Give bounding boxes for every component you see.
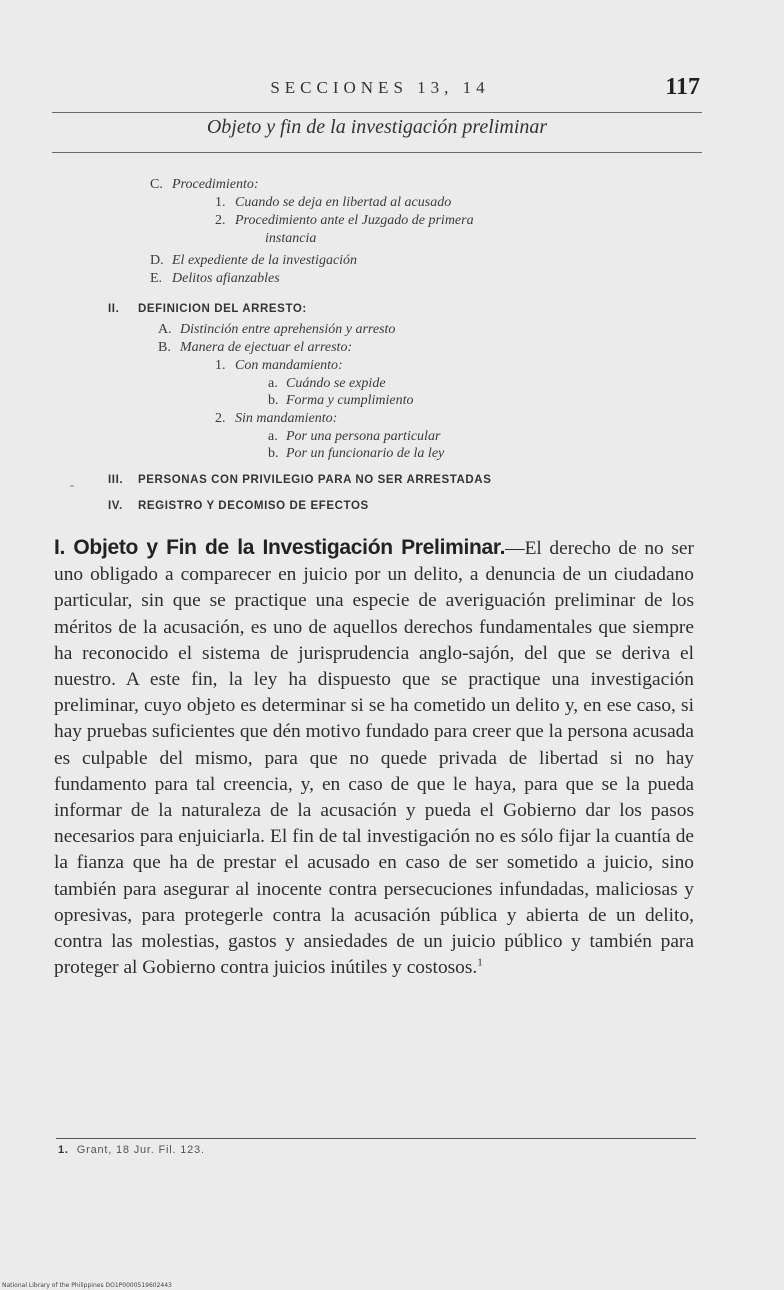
page-number: 117 [665, 74, 700, 100]
outline-item-b1a: a. Cuándo se expide [268, 376, 386, 391]
outline-item-b1: 1. Con mandamiento: [215, 358, 343, 373]
header-rule [52, 112, 702, 113]
outline-heading-iii: III. PERSONAS CON PRIVILEGIO PARA NO SER ARRESTADAS [108, 474, 492, 486]
margin-mark: - [70, 478, 74, 492]
section-title: I. Objeto y Fin de la Investigación Preliminar. [54, 536, 506, 559]
outline-item-c: C. Procedimiento: [150, 177, 259, 192]
outline-heading-iv: IV. REGISTRO Y DECOMISO DE EFECTOS [108, 500, 369, 512]
scan-watermark: National Library of the Philippines DO1P0000519602443 [2, 1282, 172, 1289]
title-dash: — [505, 538, 525, 559]
outline-item-b2: 2. Sin mandamiento: [215, 411, 338, 426]
page-subtitle: Objeto y fin de la investigación preliminar [206, 116, 548, 138]
outline-item-c1: 1. Cuando se deja en libertad al acusado [215, 195, 452, 210]
outline-item-b1b: b. Forma y cumplimiento [268, 393, 414, 408]
outline-item-b: B. Manera de ejectuar el arresto: [158, 340, 353, 355]
footnote-rule [56, 1138, 696, 1139]
footnote-number: 1. [58, 1144, 69, 1156]
outline-item-e: E. Delitos afianzables [150, 271, 280, 286]
outline-item-c2: 2. Procedimiento ante el Juzgado de primera [215, 213, 474, 228]
outline-item-b2b: b. Por un funcionario de la ley [268, 446, 445, 461]
outline-item-b2a: a. Por una persona particular [268, 429, 441, 444]
outline-item-c2-cont: instancia [265, 231, 317, 246]
outline-item-d: D. El expediente de la investigación [150, 253, 358, 268]
footnote [58, 1144, 205, 1156]
outline-item-a: A. Distinción entre aprehensión y arresto [158, 322, 396, 337]
paragraph-text: El derecho de no ser uno obligado a comparecer en juicio por un delito, a denuncia de un ciudadano particular, sin que se practique una especie de averiguación preliminar de los méritos de la acusación, es uno de aquellos derechos fundamentales que siempre ha reconocido el sistema de jurisprudencia anglo-sajón, del que se deriva el nuestro. A este fin, la ley ha dispuesto que se practique una investigación preliminar, cuyo objeto es determinar si se ha cometido un delito y, en ese caso, si hay pruebas suficientes que dén motivo fundado para creer que la persona acusada es culpable del mismo, para que no quede privada de libertad si no hay fundamento para tal creencia, y, en caso de que le haya, para que se la pueda informar de la naturaleza de la acusación y pueda el Gobierno dar los pasos necesarios para enjuiciarla. El fin de tal investigación no es sólo fijar la cuantía de la fianza que ha de prestar el acusado en caso de ser sometido a juicio, sino también para asegurar al inocente contra persecuciones infundadas, maliciosas y opresivas, para protegerle contra la acusación pública y abierta de un delito, contra las molestias, gastos y ansiedades de un juicio público y también para proteger al Gobierno contra juicios inútiles y costosos. [54, 538, 694, 979]
footnote-reference: 1 [477, 956, 483, 969]
outline-heading-ii: II. DEFINICION DEL ARRESTO: [108, 303, 307, 315]
running-header [60, 74, 700, 108]
main-paragraph [54, 535, 694, 981]
header-title: SECCIONES 13, 14 [270, 78, 490, 97]
footnote-text: Grant, 18 Jur. Fil. 123. [76, 1144, 205, 1156]
subtitle-rule [52, 152, 702, 153]
